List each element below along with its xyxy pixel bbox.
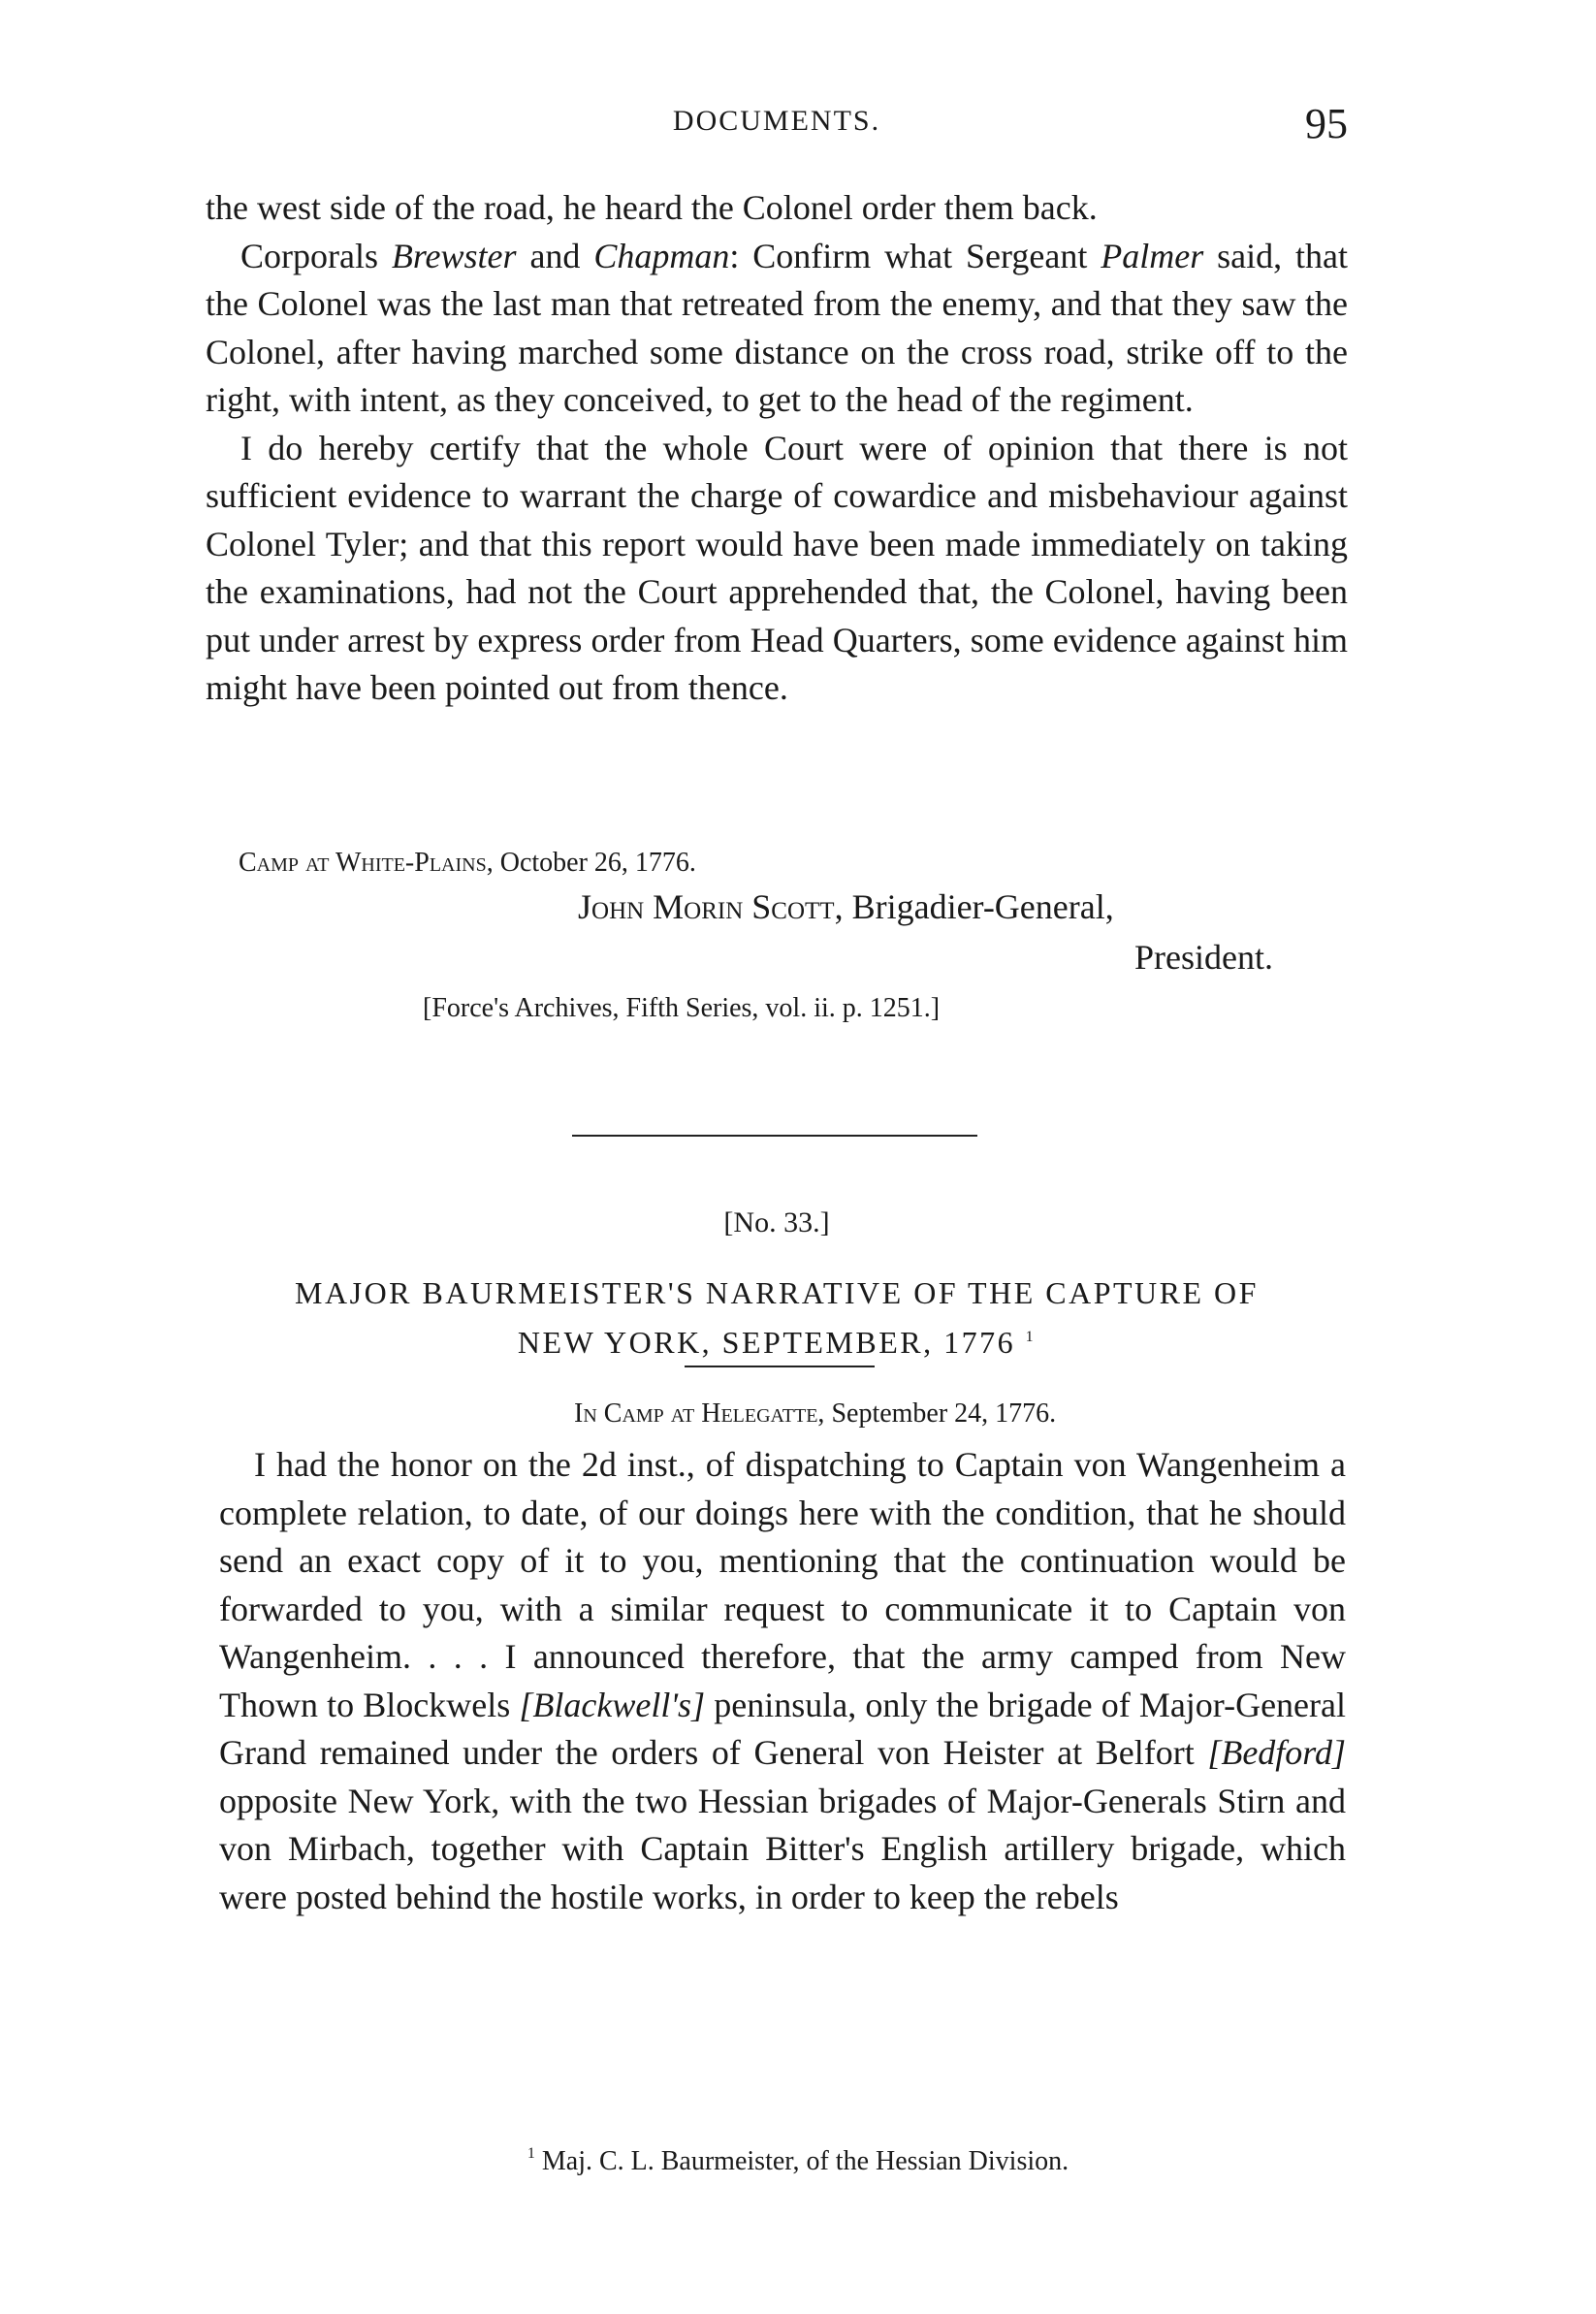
section-divider — [572, 1135, 977, 1137]
document-number: [No. 33.] — [723, 1206, 830, 1238]
signer-title: President. — [1134, 938, 1273, 977]
bracket-blackwells: [Blackwell's] — [519, 1685, 706, 1724]
running-head: DOCUMENTS. — [672, 105, 881, 137]
footnote-text: Maj. C. L. Baurmeister, of the Hessian Division. — [541, 2146, 1069, 2176]
signer-name: John Morin Scott, — [578, 887, 844, 926]
paragraph-certification: I do hereby certify that the whole Court were of opinion that there is not sufficient evidence to warrant the charge of cowardice and misbehaviour against Colonel Tyler; and that this report would have been made immediately on taking the examinations, had not the Court apprehended that, the Colonel, having been put under arrest by express order from Head Quarters, some evidence against him might have been pointed out from thence. — [206, 428, 1348, 707]
footnote — [0, 2145, 1596, 2177]
paragraph-corporals: Corporals Brewster and Chapman: Confirm what Sergeant Palmer said, that the Colonel was the last man that retreated from the enemy, and that they saw the Colonel, after having marched some distance on the cross road, strike off to the right, with intent, as they conceived, to get to the head of the regiment. — [206, 236, 1348, 419]
section2-body — [219, 1441, 1346, 1921]
name-palmer: Palmer — [1101, 236, 1204, 275]
footnote-mark: 1 — [527, 2145, 535, 2162]
title-line-2: NEW YORK, SEPTEMBER, 1776 $^1$ — [517, 1325, 1037, 1360]
source-citation: [Force's Archives, Fifth Series, vol. ii. p. 1251.] — [423, 993, 941, 1023]
name-brewster: Brewster — [391, 236, 517, 275]
document-title — [206, 1270, 1348, 1365]
signer-rank: Brigadier-General, — [851, 887, 1114, 926]
dateline-helegatte: In Camp at Helegatte, September 24, 1776. — [574, 1398, 1057, 1429]
page-header — [206, 100, 1348, 153]
section1-body — [206, 184, 1348, 713]
title-underrule — [685, 1366, 875, 1367]
paragraph-continuation: the west side of the road, he heard the Colonel order them back. — [206, 188, 1098, 227]
page-number: 95 — [1305, 100, 1348, 147]
bracket-bedford: [Bedford] — [1207, 1733, 1346, 1772]
paragraph-narrative: I had the honor on the 2d inst., of dispatching to Captain von Wangenheim a complete relation, to date, of our doings here with the condition, that he should send an exact copy of it to you, mentioning that the continuation would be forwarded to you, with a similar request to communicate it to Captain von Wangenheim. . . . I announced therefore, that the army camped from New Thown to Blockwels [Blackwell's] peninsula, only the brigade of Major-General Grand remained under the orders of General von Heister at Belfort [Bedford] opposite New York, with the two Hessian brigades of Major-Generals Stirn and von Mirbach, together with Captain Bitter's English artillery brigade, which were posted behind the hostile works, in order to keep the rebels — [219, 1445, 1346, 1916]
signature-line — [578, 886, 1114, 927]
title-footnote-mark: 1 — [1025, 1329, 1037, 1345]
dateline-white-plains: Camp at White-Plains, October 26, 1776. — [239, 848, 696, 878]
title-line-1: MAJOR BAURMEISTER'S NARRATIVE OF THE CAPTURE OF — [295, 1275, 1259, 1310]
name-chapman: Chapman — [593, 236, 730, 275]
